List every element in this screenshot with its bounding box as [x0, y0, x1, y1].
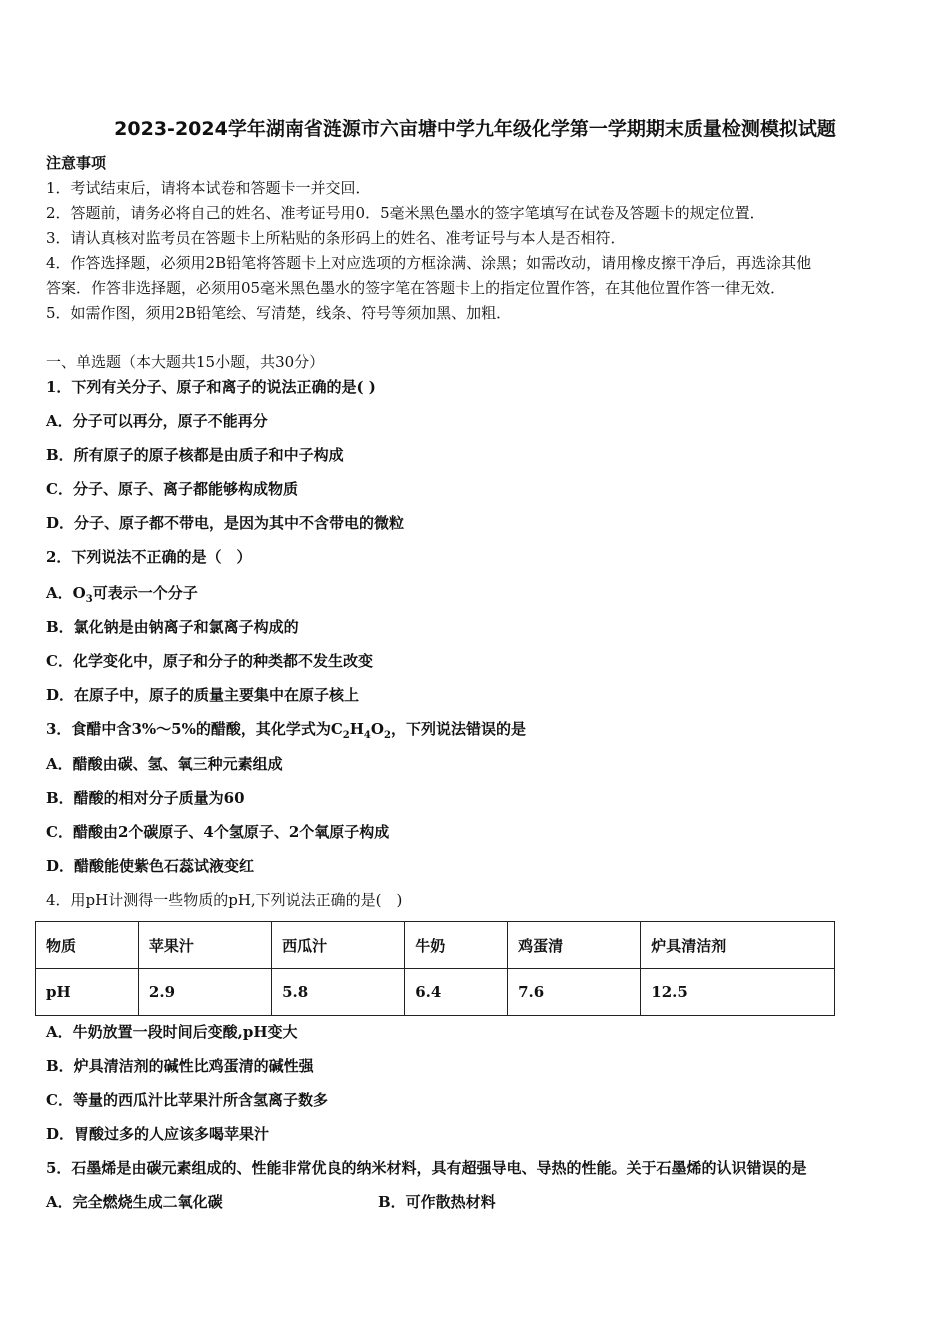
table-cell: 5.8	[272, 969, 405, 1016]
question-3-option-a: A．醋酸由碳、氢、氧三种元素组成	[46, 755, 283, 773]
ph-table	[35, 921, 835, 1016]
question-1-option-c: C．分子、原子、离子都能够构成物质	[46, 480, 298, 498]
table-header-cell: 炉具清洁剂	[641, 922, 835, 969]
question-1-stem: 1．下列有关分子、原子和离子的说法正确的是( )	[46, 378, 376, 396]
question-3-option-b: B．醋酸的相对分子质量为60	[46, 789, 245, 807]
question-4-option-b: B．炉具清洁剂的碱性比鸡蛋清的碱性强	[46, 1057, 314, 1075]
notice-item-3: 3．请认真核对监考员在答题卡上所粘贴的条形码上的姓名、准考证号与本人是否相符．	[46, 229, 626, 247]
question-1-option-a: A．分子可以再分，原子不能再分	[46, 412, 268, 430]
question-4-option-a: A．牛奶放置一段时间后变酸,pH变大	[46, 1023, 298, 1041]
question-2-option-c: C．化学变化中，原子和分子的种类都不发生改变	[46, 652, 373, 670]
question-5-option-a: A．完全燃烧生成二氧化碳	[46, 1193, 223, 1211]
question-3-option-d: D．醋酸能使紫色石蕊试液变红	[46, 857, 255, 875]
table-header-cell: 西瓜汁	[272, 922, 405, 969]
question-4-option-c: C．等量的西瓜汁比苹果汁所含氢离子数多	[46, 1091, 328, 1109]
question-4-option-d: D．胃酸过多的人应该多喝苹果汁	[46, 1125, 270, 1143]
notice-heading: 注意事项	[46, 154, 107, 172]
question-3-stem: 3．食醋中含3%～5%的醋酸，其化学式为$C_2H_4O_2$，下列说法错误的是	[46, 720, 526, 741]
notice-item-1: 1．考试结束后，请将本试卷和答题卡一并交回．	[46, 179, 371, 197]
question-4-stem: 4．用pH计测得一些物质的pH,下列说法正确的是( )	[46, 891, 403, 909]
question-3-option-c: C．醋酸由2个碳原子、4个氢原子、2个氧原子构成	[46, 823, 390, 841]
table-cell: 12.5	[641, 969, 835, 1016]
table-header-row	[36, 922, 835, 969]
question-2-stem: 2．下列说法不正确的是（ ）	[46, 548, 252, 566]
notice-item-4: 4．作答选择题，必须用2B铅笔将答题卡上对应选项的方框涂满、涂黑；如需改动，请用橡皮擦干净后，再选涂其他	[46, 254, 812, 272]
page-title: 2023-2024学年湖南省涟源市六亩塘中学九年级化学第一学期期末质量检测模拟试题	[114, 118, 836, 140]
notice-item-4-cont: 答案．作答非选择题，必须用05毫米黑色墨水的签字笔在答题卡上的指定位置作答，在其他位置作答一律无效．	[46, 279, 786, 297]
question-2-option-b: B．氯化钠是由钠离子和氯离子构成的	[46, 618, 299, 636]
table-cell: 2.9	[138, 969, 271, 1016]
table-cell: 6.4	[405, 969, 508, 1016]
question-2-option-d: D．在原子中，原子的质量主要集中在原子核上	[46, 686, 360, 704]
question-5-stem: 5．石墨烯是由碳元素组成的、性能非常优良的纳米材料，具有超强导电、导热的性能。关于石墨烯的认识错误的是	[46, 1159, 807, 1177]
section-heading: 一、单选题（本大题共15小题，共30分）	[46, 353, 325, 371]
table-header-cell: 物质	[36, 922, 139, 969]
question-1-option-d: D．分子、原子都不带电，是因为其中不含带电的微粒	[46, 514, 405, 532]
question-5-option-b: B．可作散热材料	[378, 1193, 496, 1211]
notice-item-2: 2．答题前，请务必将自己的姓名、准考证号用0．5毫米黑色墨水的签字笔填写在试卷及答题卡的规定位置．	[46, 204, 765, 222]
question-2-option-a: A．$O_3$可表示一个分子	[46, 584, 198, 605]
table-row	[36, 969, 835, 1016]
table-cell: pH	[36, 969, 139, 1016]
table-header-cell: 鸡蛋清	[508, 922, 641, 969]
question-1-option-b: B．所有原子的原子核都是由质子和中子构成	[46, 446, 344, 464]
table-header-cell: 苹果汁	[138, 922, 271, 969]
notice-item-5: 5．如需作图，须用2B铅笔绘、写清楚，线条、符号等须加黑、加粗．	[46, 304, 512, 322]
table-cell: 7.6	[508, 969, 641, 1016]
table-header-cell: 牛奶	[405, 922, 508, 969]
